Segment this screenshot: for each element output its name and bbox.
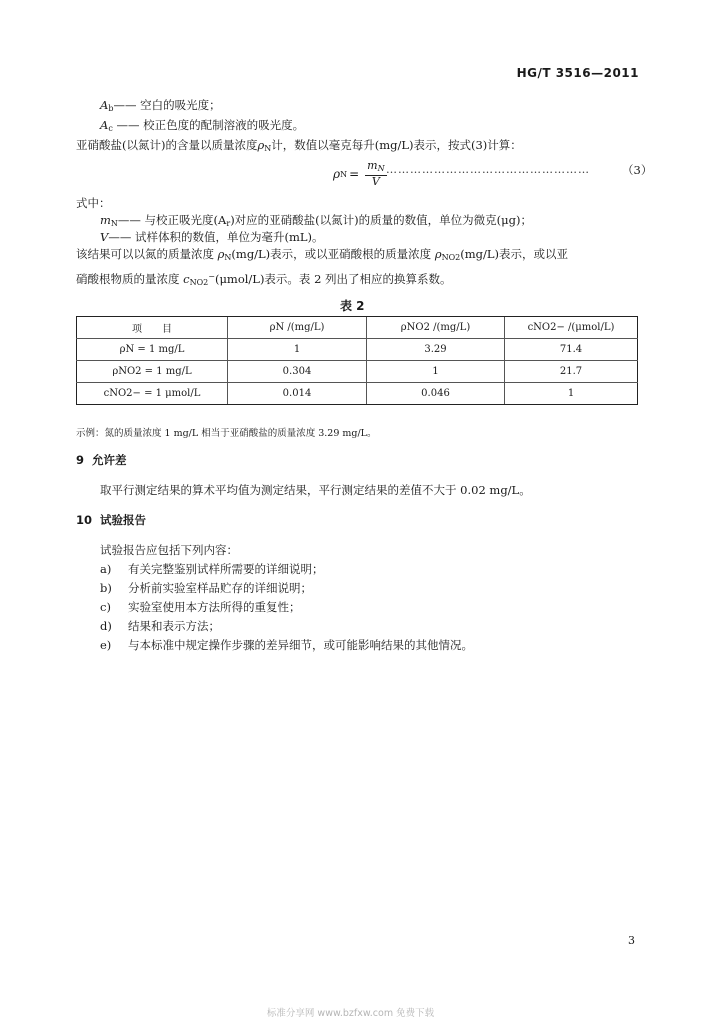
table-cell: 1 (505, 383, 638, 405)
paragraph-conversion-line1: 该结果可以以氮的质量浓度 $\rho_N(mg/L)$表示，或以亚硝酸根的质量浓度 $\rho_{NO2}(mg/L)$表示，或以亚 (76, 247, 568, 262)
section-10-heading: 10 试验报告 (76, 513, 147, 527)
table-cell: 1 (228, 339, 367, 361)
table-cell: 0.304 (228, 361, 367, 383)
table-header-row (77, 317, 638, 339)
table-row (77, 383, 638, 405)
paragraph-conversion-line2: 硝酸根物质的量浓度 $c_{NO2}^-(\mu mol/L)$表示。表 2 列出了相应的换算系数。 (76, 272, 452, 287)
table-header-cell: 项 目 (77, 317, 228, 339)
table-note: 示例：氮的质量浓度 1 mg/L 相当于亚硝酸盐的质量浓度 3.29 mg/L。 (76, 428, 377, 439)
definition-ac: $A_c$ —— 校正色度的配制溶液的吸光度。 (100, 118, 305, 133)
list-item: b) 分析前实验室样品贮存的详细说明； (100, 581, 312, 595)
list-item: d) 结果和表示方法； (100, 619, 220, 633)
table-cell: 71.4 (505, 339, 638, 361)
table-caption: 表 2 (340, 299, 365, 313)
definition-v: V—— 试样体积的数值，单位为毫升(mL)。 (100, 230, 324, 244)
definition-mn: $m_N——$ 与校正吸光度$(A_r)$对应的亚硝酸盐(以氮计)的质量的数值，单位为微克(μg)； (100, 213, 532, 228)
table-header-cell: ρNO2 /(mg/L) (367, 317, 505, 339)
paragraph-nitrite-content: 亚硝酸盐(以氮计)的含量以质量浓度$\rho_N$计，数值以毫克每升(mg/L)表示，按式(3)计算： (76, 138, 522, 153)
table-cell: 0.046 (367, 383, 505, 405)
equation-number: （3） (622, 163, 653, 177)
section-10-intro: 试验报告应包括下列内容： (100, 543, 238, 557)
list-item: a) 有关完整鉴别试样所需要的详细说明； (100, 562, 324, 576)
formula-3: ρ N = $\frac{m_N}{V}$ (333, 159, 385, 188)
formula-fraction: $\frac{m_N}{V}$ (367, 159, 385, 188)
conversion-table (76, 316, 638, 405)
table-cell: cNO2− = 1 μmol/L (77, 383, 228, 405)
table-row (77, 339, 638, 361)
table-cell: ρNO2 = 1 mg/L (77, 361, 228, 383)
table-cell: 1 (367, 361, 505, 383)
table-cell: 0.014 (228, 383, 367, 405)
section-9-text: 取平行测定结果的算术平均值为测定结果，平行测定结果的差值不大于 0.02 mg/L。 (100, 483, 531, 497)
table-row (77, 361, 638, 383)
table-cell: 3.29 (367, 339, 505, 361)
definition-ab: $A_b——$ 空白的吸光度； (100, 98, 221, 113)
section-9-heading: 9 允许差 (76, 453, 127, 467)
formula-leader-dots: …………………………………………… (386, 163, 590, 176)
list-item: e) 与本标准中规定操作步骤的差异细节，或可能影响结果的其他情况。 (100, 638, 473, 652)
where-label: 式中： (76, 196, 111, 210)
list-item: c) 实验室使用本方法所得的重复性； (100, 600, 301, 614)
table-cell: ρN = 1 mg/L (77, 339, 228, 361)
table-header-cell: ρN /(mg/L) (228, 317, 367, 339)
table-header-cell: cNO2− /(μmol/L) (505, 317, 638, 339)
table-cell: 21.7 (505, 361, 638, 383)
page-number: 3 (628, 934, 635, 947)
document-code: HG/T 3516—2011 (516, 66, 639, 80)
watermark: 标准分享网 www.bzfxw.com 免费下载 (266, 1008, 435, 1019)
